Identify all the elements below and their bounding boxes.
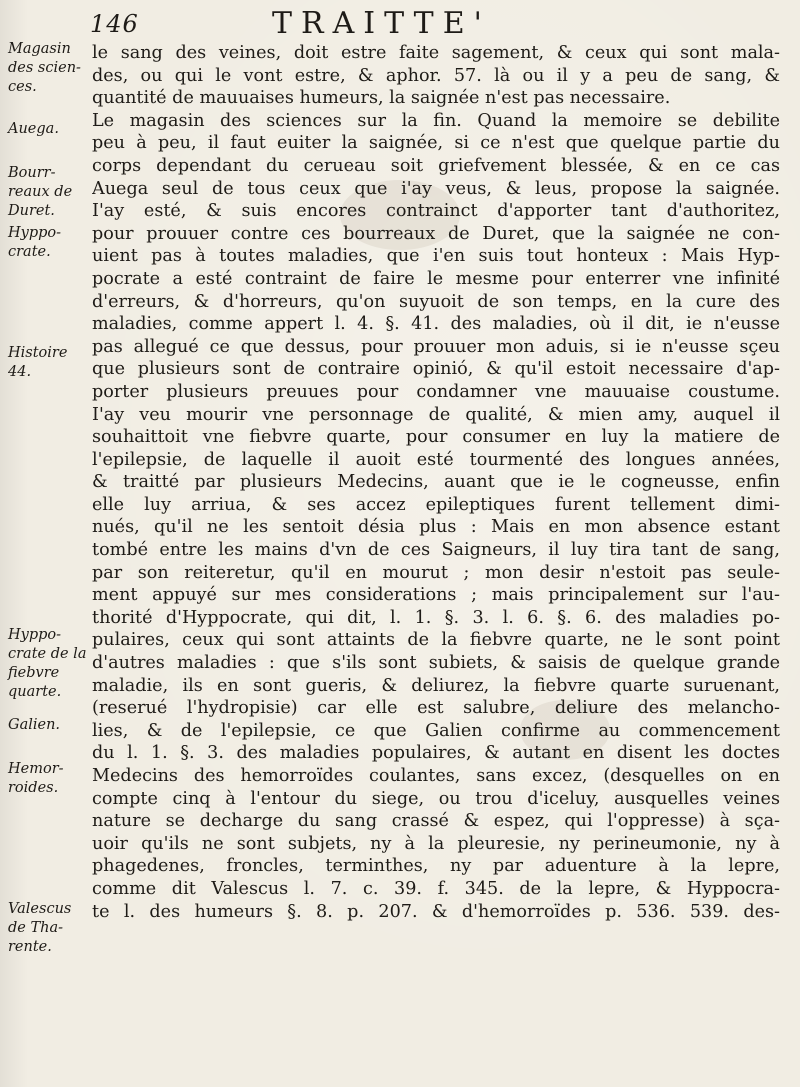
text-line: pocrate a esté contraint de faire le mesme pour enterrer vne infinité [92,268,780,289]
text-line: d'autres maladies : que s'ils sont subiets, & saisis de quelque grande [92,653,780,674]
text-line: I'ay esté, & suis encores contrainct d'apporter tant d'authoritez, [92,201,780,222]
text-line: pour prouuer contre ces bourreaux de Duret, que la saignée ne con- [92,223,780,244]
text-line: quantité de mauuaises humeurs, la saignée n'est pas necessaire. [92,88,671,109]
text-line: & traitté par plusieurs Medecins, auant que ie le cogneusse, enfin [92,472,780,493]
margin-note: Hemor- roides. [8,761,64,796]
text-line: des, ou qui le vont estre, & aphor. 57. là ou il y a peu de sang, & [92,65,780,86]
text-line: par son reiteretur, qu'il en mourut ; mon desir n'estoit pas seule- [92,562,780,583]
text-line: phagedenes, froncles, terminthes, ny par aduenture à la lepre, [92,856,780,877]
text-line: nature se decharge du sang crassé & espez, qui l'oppresse) à sça- [92,811,780,832]
text-line: uient pas à toutes maladies, que i'en suis tout honteux : Mais Hyp- [92,246,780,267]
text-line: que plusieurs sont de contraire opinió, & qu'il estoit necessaire d'ap- [92,359,780,380]
text-line: elle luy arriua, & ses accez epileptiques furent tellement dimi- [92,494,780,515]
text-line: comme dit Valescus l. 7. c. 39. f. 345. de la lepre, & Hyppocra- [92,878,780,899]
margin-note: Magasin des scien- ces. [8,41,81,95]
page-number: 146 [90,10,139,38]
margin-note: Galien. [8,717,61,733]
text-line: uoir qu'ils ne sont subjets, ny à la pleuresie, ny perineumonie, ny à [92,833,780,854]
text-line: porter plusieurs preuues pour condamner vne mauuaise coustume. [92,381,780,402]
text-line: peu à peu, il faut euiter la saignée, si ce n'est que quelque partie du [92,133,780,154]
body-text [92,42,780,923]
margin-note: Bourr- reaux de Duret. [8,165,73,219]
running-title: TRAITTE' [272,6,491,41]
page-header [90,6,780,40]
margin-note: Histoire 44. [8,345,68,380]
margin-note: Valescus de Tha- rente. [8,901,72,955]
text-line: du l. 1. §. 3. des maladies populaires, & autant en disent les doctes [92,743,780,764]
text-line: d'erreurs, & d'horreurs, qu'on suyuoit de son temps, en la cure des [92,291,780,312]
text-line: pas allegué ce que dessus, pour prouuer mon aduis, si ie n'eusse sçeu [92,336,780,357]
text-line: lies, & de l'epilepsie, ce que Galien confirme au commencement [92,720,780,741]
text-line: te l. des humeurs §. 8. p. 207. & d'hemorroïdes p. 536. 539. des- [92,901,780,922]
text-line: pulaires, ceux qui sont attaints de la fiebvre quarte, ne le sont point [92,630,780,651]
margin-notes [8,40,87,1080]
text-line: corps dependant du cerueau soit griefvement blessée, & en ce cas [92,155,780,176]
text-line: thorité d'Hyppocrate, qui dit, l. 1. §. 3. l. 6. §. 6. des maladies po- [92,607,780,628]
text-line: Medecins des hemorroïdes coulantes, sans excez, (desquelles on en [92,766,780,786]
margin-note: Hyppo- crate. [8,225,62,260]
text-line: (reserué l'hydropisie) car elle est salubre, deliure des melancho- [92,698,780,719]
margin-note: Auega. [8,121,59,137]
text-line: l'epilepsie, de laquelle il auoit esté tourmenté des longues années, [92,449,780,470]
text-line: maladie, ils en sont gueris, & deliurez, la fiebvre quarte suruenant, [92,675,780,696]
margin-note: Hyppo- crate de la fiebvre quarte. [8,627,87,700]
text-line: le sang des veines, doit estre faite sagement, & ceux qui sont mala- [92,43,780,63]
text-line: compte cinq à l'entour du siege, ou trou d'iceluy, ausquelles veines [92,788,780,809]
text-line: maladies, comme appert l. 4. §. 41. des maladies, où il dit, ie n'eusse [92,314,780,335]
text-line: nués, qu'il ne les sentoit désia plus : Mais en mon absence estant [92,517,780,538]
text-line: ment appuyé sur mes considerations ; mais principalement sur l'au- [92,585,780,606]
text-line: Auega seul de tous ceux que i'ay veus, & leus, propose la saignée. [92,178,780,199]
text-line: tombé entre les mains d'vn de ces Saigneurs, il luy tira tant de sang, [92,540,780,561]
text-line: Le magasin des sciences sur la fin. Quand la memoire se debilite [92,110,780,131]
text-line: souhaittoit vne fiebvre quarte, pour consumer en luy la matiere de [92,427,780,448]
text-line: I'ay veu mourir vne personnage de qualité, & mien amy, auquel il [92,404,780,425]
